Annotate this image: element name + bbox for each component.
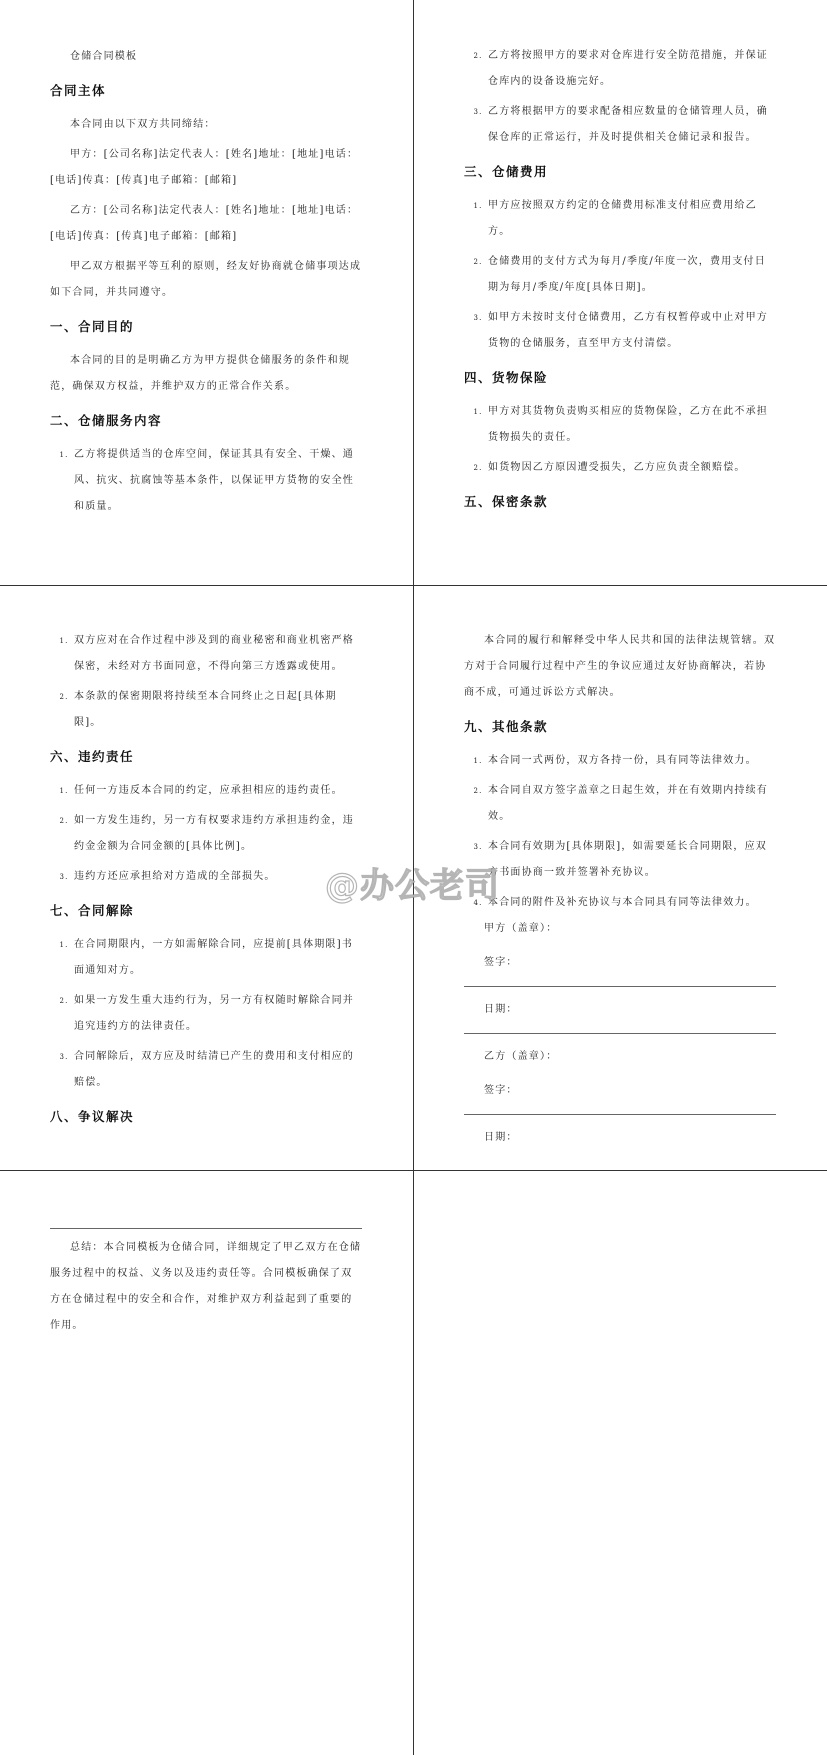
list-item: 2. 本条款的保密期限将持续至本合同终止之日起[具体期限]。 <box>72 684 362 736</box>
insurance-list <box>464 399 776 481</box>
list-item: 2. 如果一方发生重大违约行为，另一方有权随时解除合同并追究违约方的法律责任。 <box>72 988 362 1040</box>
list-item: 2. 如货物因乙方原因遭受损失，乙方应负责全额赔偿。 <box>486 455 776 481</box>
signature-line-b <box>464 1104 776 1115</box>
doc-title: 仓储合同模板 <box>70 51 138 62</box>
heading-confidentiality: 五、保密条款 <box>464 494 549 509</box>
heading-service: 二、仓储服务内容 <box>50 413 163 428</box>
party-b-info: 乙方：[公司名称]法定代表人：[姓名]地址：[地址]电话：[电话]传真：[传真]电子邮箱：[邮箱] <box>50 205 359 242</box>
list-item: 2. 乙方将按照甲方的要求对仓库进行安全防范措施，并保证仓库内的设备设施完好。 <box>486 43 776 95</box>
heading-purpose: 一、合同目的 <box>50 319 135 334</box>
list-item: 2. 仓储费用的支付方式为每月/季度/年度一次，费用支付日期为每月/季度/年度[具体日期]。 <box>486 249 776 301</box>
list-item: 1. 任何一方违反本合同的约定，应承担相应的违约责任。 <box>72 778 362 804</box>
list-item: 1. 甲方对其货物负责购买相应的货物保险，乙方在此不承担货物损失的责任。 <box>486 399 776 451</box>
heading-termination: 七、合同解除 <box>50 903 135 918</box>
list-item: 1. 甲方应按照双方约定的仓储费用标准支付相应费用给乙方。 <box>486 193 776 245</box>
party-b-sign-label: 签字： <box>484 1085 518 1096</box>
party-b-date-label: 日期： <box>484 1132 518 1143</box>
page-divider-horizontal-2 <box>0 1170 827 1171</box>
list-item: 3. 合同解除后，双方应及时结清已产生的费用和支付相应的赔偿。 <box>72 1044 362 1096</box>
list-item: 3. 本合同有效期为[具体期限]，如需要延长合同期限，应双方书面协商一致并签署补充协议。 <box>486 834 776 886</box>
watermark-logo: @办公老司 <box>325 866 500 906</box>
heading-fees: 三、仓储费用 <box>464 164 549 179</box>
agreement-text: 甲乙双方根据平等互利的原则，经友好协商就仓储事项达成如下合同，并共同遵守。 <box>50 261 362 298</box>
list-item: 1. 在合同期限内，一方如需解除合同，应提前[具体期限]书面通知对方。 <box>72 932 362 984</box>
party-a-date-label: 日期： <box>484 1004 518 1015</box>
party-a-info: 甲方：[公司名称]法定代表人：[姓名]地址：[地址]电话：[电话]传真：[传真]电子邮箱：[邮箱] <box>50 149 359 186</box>
law-text: 本合同的履行和解释受中华人民共和国的法律法规管辖。双方对于合同履行过程中产生的争议应通过友好协商解决，若协商不成，可通过诉讼方式解决。 <box>464 635 776 698</box>
summary-divider <box>50 1228 362 1229</box>
heading-contract-parties: 合同主体 <box>50 83 107 98</box>
party-a-seal-label: 甲方（盖章）： <box>484 923 558 934</box>
list-item: 3. 如甲方未按时支付仓储费用，乙方有权暂停或中止对甲方货物的仓储服务，直至甲方支付清偿。 <box>486 305 776 357</box>
fees-list <box>464 193 776 357</box>
list-item: 1. 本合同一式两份，双方各持一份，具有同等法律效力。 <box>486 748 776 774</box>
page-5 <box>50 1228 362 1343</box>
intro-text: 本合同由以下双方共同缔结： <box>70 119 216 130</box>
termination-list <box>50 932 362 1096</box>
liability-list <box>50 778 362 890</box>
heading-dispute: 八、争议解决 <box>50 1109 135 1124</box>
confidentiality-list <box>50 628 362 736</box>
list-item: 3. 乙方将根据甲方的要求配备相应数量的仓储管理人员，确保仓库的正常运行，并及时提供相关仓储记录和报告。 <box>486 99 776 151</box>
heading-insurance: 四、货物保险 <box>464 370 549 385</box>
page-divider-horizontal-1 <box>0 585 827 586</box>
list-item: 2. 如一方发生违约，另一方有权要求违约方承担违约金，违约金金额为合同金额的[具体比例]。 <box>72 808 362 860</box>
list-item: 4. 本合同的附件及补充协议与本合同具有同等法律效力。 <box>486 890 776 916</box>
list-item: 1. 双方应对在合作过程中涉及到的商业秘密和商业机密严格保密，未经对方书面同意，不得向第三方透露或使用。 <box>72 628 362 680</box>
page-1 <box>50 44 362 524</box>
heading-other: 九、其他条款 <box>464 719 549 734</box>
signature-line-a <box>464 976 776 987</box>
purpose-text: 本合同的目的是明确乙方为甲方提供仓储服务的条件和规范，确保双方权益，并维护双方的正常合作关系。 <box>50 355 350 392</box>
page-4 <box>464 628 776 1151</box>
service-list <box>50 442 362 520</box>
party-b-seal-label: 乙方（盖章）： <box>484 1051 558 1062</box>
list-item: 3. 违约方还应承担给对方造成的全部损失。 <box>72 864 362 890</box>
heading-liability: 六、违约责任 <box>50 749 135 764</box>
service-list-cont <box>464 43 776 151</box>
list-item: 1. 乙方将提供适当的仓库空间，保证其具有安全、干燥、通风、抗灾、抗腐蚀等基本条件，以保证甲方货物的安全性和质量。 <box>72 442 362 520</box>
page-3 <box>50 628 362 1138</box>
party-a-sign-label: 签字： <box>484 957 518 968</box>
list-item: 2. 本合同自双方签字盖章之日起生效，并在有效期内持续有效。 <box>486 778 776 830</box>
other-list <box>464 748 776 916</box>
date-line-a <box>464 1023 776 1034</box>
summary-text: 总结：本合同模板为仓储合同，详细规定了甲乙双方在仓储服务过程中的权益、义务以及违约责任等。合同模板确保了双方在仓储过程中的安全和合作，对维护双方利益起到了重要的作用。 <box>50 1242 362 1331</box>
page-2 <box>464 43 776 523</box>
